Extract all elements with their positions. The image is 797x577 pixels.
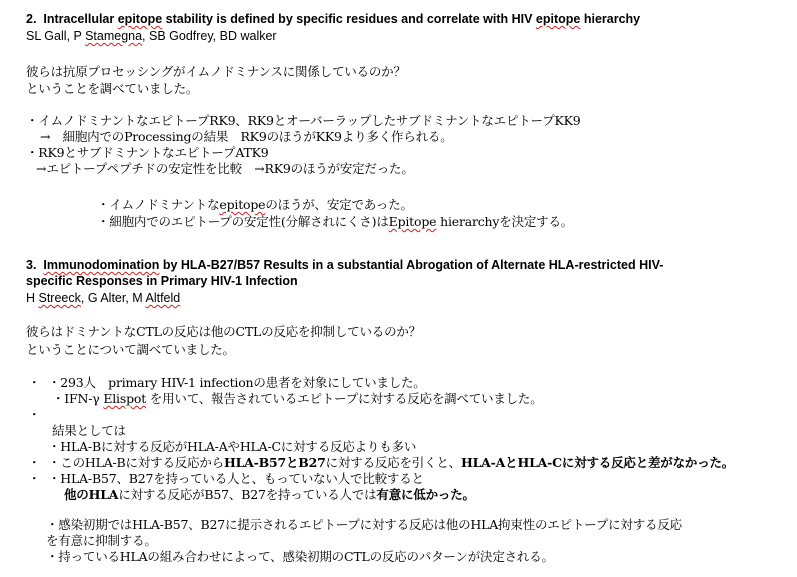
heading-number: 3. xyxy=(26,258,37,272)
section-3-method-1: ・293人 primary HIV-1 infectionの患者を対象にしていました。 xyxy=(48,375,426,390)
bullet-marker: ・ xyxy=(28,455,41,470)
heading-number: 2. xyxy=(26,12,37,26)
section-2-question-line-2: ということを調べていました。 xyxy=(26,81,199,96)
section-3-authors xyxy=(26,291,180,305)
author-text: Streeck xyxy=(38,291,81,305)
results-label: 結果としては xyxy=(52,423,126,438)
heading-text: Intracellular xyxy=(43,12,118,26)
result-1: ・HLA-Bに対する反応がHLA-AやHLA-Cに対する反応よりも多い xyxy=(48,439,417,454)
section-2-conclusion-1 xyxy=(97,195,413,213)
method-text: ・IFN-γ xyxy=(52,391,104,406)
heading-text: hierarchy xyxy=(580,12,641,26)
author-text: Stamegna xyxy=(85,29,143,43)
conclusion-text: ・細胞内でのエピトープの安定性(分解されにくさ)は xyxy=(97,214,389,229)
conclusion-text: ・イムノドミナントな xyxy=(97,197,220,212)
section-2-heading xyxy=(26,12,640,26)
section-3-heading-line-1 xyxy=(26,258,663,272)
section-3-method-2 xyxy=(52,389,543,407)
bullet-marker: ・ xyxy=(28,407,41,422)
conclusion-text: hierarchyを決定する。 xyxy=(436,214,574,229)
author-text: SL Gall, P xyxy=(26,29,86,43)
section-3-heading-line-2: specific Responses in Primary HIV-1 Infection xyxy=(26,274,298,288)
section-2-question-line-1: 彼らは抗原プロセッシングがイムノドミナンスに関係しているのか？ xyxy=(26,64,406,79)
result-text-bold: HLA-B57とB27 xyxy=(223,455,326,470)
section-2-bullet-1: ・イムノドミナントなエピトープRK9、RK9とオーバーラップしたサブドミナントなエピトープKK9 xyxy=(26,113,581,128)
result-text: に対する反応を引くと、 xyxy=(325,455,461,470)
summary-2: ・持っているHLAの組み合わせによって、感染初期のCTLの反応のパターンが決定される。 xyxy=(46,549,554,564)
heading-text: by HLA-B27/B57 Results in a substantial Abrogation of Alternate HLA-restricted HIV- xyxy=(159,258,664,272)
result-text: ・このHLA-Bに対する反応から xyxy=(48,455,224,470)
section-2-authors xyxy=(26,29,277,43)
section-2-bullet-2-arrow: →エピトープペプチドの安定性を比較 →RK9のほうが安定だった。 xyxy=(36,161,414,176)
section-2-bullet-2: ・RK9とサブドミナントなエピトープATK9 xyxy=(26,145,269,160)
section-3-question-line-2: ということについて調べていました。 xyxy=(26,342,235,357)
heading-text: Immunodomination xyxy=(43,258,160,272)
result-text: に対する反応がB57、B27を持っている人では xyxy=(118,487,377,502)
heading-text: epitope xyxy=(535,12,581,26)
author-text: , SB Godfrey, BD walker xyxy=(142,29,277,43)
heading-text: epitope xyxy=(117,12,163,26)
summary-1-line-1: ・感染初期ではHLA-B57、B27に提示されるエピトープに対する反応は他のHLA拘束性のエピトープに対する反応 xyxy=(46,517,682,532)
conclusion-text: のほうが、安定であった。 xyxy=(265,197,413,212)
result-text-bold: HLA-AとHLA-Cに対する反応と差がなかった。 xyxy=(460,455,735,470)
result-3-line-1: ・HLA-B57、B27を持っている人と、もっていない人で比較すると xyxy=(48,471,424,486)
method-text: を用いて、報告されているエピトープに対する反応を調べていました。 xyxy=(146,391,543,406)
author-text: H xyxy=(26,291,39,305)
bullet-marker: ・ xyxy=(28,375,41,390)
result-text-bold: 有意に低かった。 xyxy=(376,487,475,502)
author-text: Altfeld xyxy=(145,291,181,305)
bullet-marker: ・ xyxy=(28,471,41,486)
result-text-bold: 他のHLA xyxy=(64,487,119,502)
method-text: Elispot xyxy=(103,391,147,406)
conclusion-text: epitope xyxy=(219,197,266,212)
author-text: , G Alter, M xyxy=(80,291,146,305)
section-2-conclusion-2 xyxy=(97,212,573,230)
heading-text: stability is defined by specific residues and correlate with HIV xyxy=(162,12,536,26)
section-2-bullet-1-arrow: → 細胞内でのProcessingの結果 RK9のほうがKK9より多く作られる。 xyxy=(40,129,453,144)
section-3-question-line-1: 彼らはドミナントなCTLの反応は他のCTLの反応を抑制しているのか？ xyxy=(26,324,421,339)
summary-1-line-2: を有意に抑制する。 xyxy=(46,533,157,548)
conclusion-text: Epitope xyxy=(388,214,437,229)
result-3-line-2 xyxy=(64,485,475,503)
